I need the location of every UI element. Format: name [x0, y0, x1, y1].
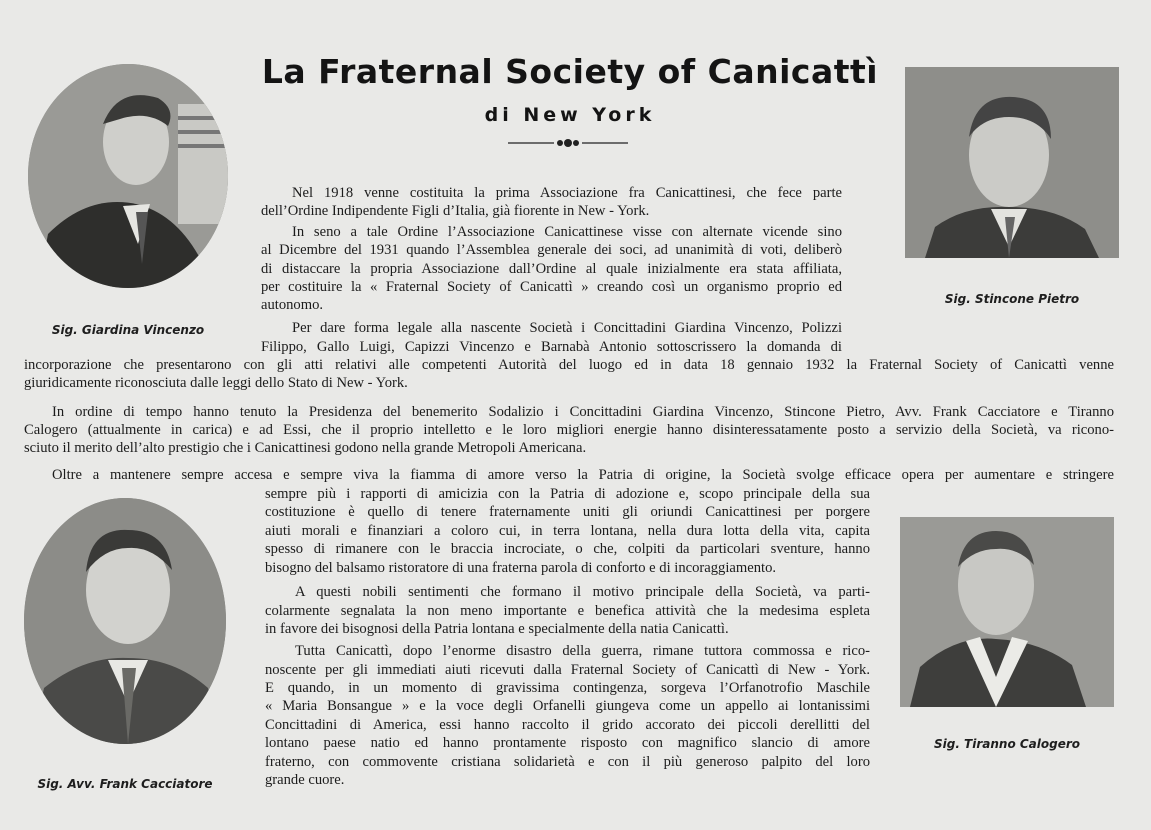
article-line: di distaccare la propria Associazione dall’Ordine al quale inizialmente era stata affiliata,	[261, 261, 842, 277]
article-line: Filippo, Gallo Luigi, Capizzi Vincenzo e Barnabà Antonio sottoscrissero la domanda di	[261, 339, 842, 355]
ornament-divider	[508, 136, 628, 150]
article-line: « Maria Bonsangue » e la voce degli Orfanelli giungeva come un appello ai lontanissimi	[265, 698, 870, 714]
article-line: spesso di rimanere con le braccia incrociate, o che, colpiti da particolari sventure, hanno	[265, 541, 870, 557]
article-line: Calogero (attualmente in carica) e ad Essi, che il proprio intelletto e le loro migliori energie hanno disinteressatamente posto a servizio della Società, va ricono-	[24, 422, 1114, 438]
article-line: Oltre a mantenere sempre accesa e sempre viva la fiamma di amore verso la Patria di origine, la Società svolge efficace opera per aumentare e stringere	[52, 467, 1114, 483]
article-line: Per dare forma legale alla nascente Società i Concittadini Giardina Vincenzo, Polizzi	[292, 320, 842, 336]
article-line: costituzione è quello di tenere fraternamente uniti gli oriundi Canicattinesi per porgere	[265, 504, 870, 520]
article-line: fraterno, con commovente cristiana solidarietà e con il più generoso palpito del loro	[265, 754, 870, 770]
article-line: A questi nobili sentimenti che formano il motivo principale della Società, va parti-	[295, 584, 870, 600]
caption-stincone-pietro: Sig. Stincone Pietro	[944, 292, 1080, 306]
article-line: sciuto il merito dell’alto prestigio che i Canicattinesi godono nella grande Metropoli Americana.	[24, 440, 587, 456]
article-line: dell’Ordine Indipendente Figli d’Italia, già fiorente in New - York.	[261, 203, 650, 219]
article-line: Tutta Canicattì, dopo l’enorme disastro della guerra, rimane tuttora commossa e rico-	[295, 643, 870, 659]
portrait-stincone-pietro	[905, 67, 1119, 258]
article-line: per costituire la « Fraternal Society of Canicattì » creando così un organismo proprio ed	[261, 279, 842, 295]
article-line: In ordine di tempo hanno tenuto la Presidenza del benemerito Sodalizio i Concittadini Giardina Vincenzo, Stincone Pietro, Avv. Frank Cacciatore e Tiranno	[52, 404, 1114, 420]
caption-frank-cacciatore: Sig. Avv. Frank Cacciatore	[37, 777, 213, 791]
portrait-frank-cacciatore	[24, 498, 226, 744]
portrait-giardina-vincenzo	[28, 64, 228, 288]
article-line: Concittadini di America, essi hanno raccolto il grido accorato dei piccoli derellitti del	[265, 717, 870, 733]
article-line: incorporazione che presentarono con gli atti relativi alle competenti Autorità del luogo ed in data 18 gennaio 1932 la Fraternal Society of Canicattì venne	[24, 357, 1114, 373]
article-line: In seno a tale Ordine l’Associazione Canicattinese visse con alternate vicende sino	[292, 224, 842, 240]
article-line: autonomo.	[261, 297, 324, 313]
article-line: al Dicembre del 1931 quando l’Assemblea generale dei soci, ad unanimità di voti, deliberò	[261, 242, 842, 258]
article-line: aiuti morali e finanziari a coloro cui, in terra lontana, nella dura lotta della vita, capita	[265, 523, 870, 539]
article-line: colarmente segnalata la non meno importante e benefica attività che la medesima espleta	[265, 603, 870, 619]
article-line: in favore dei bisognosi della Patria lontana e specialmente della natia Canicattì.	[265, 621, 729, 637]
article-line: sempre più i rapporti di amicizia con la Patria di adozione e, scopo principale della sua	[265, 486, 870, 502]
caption-tiranno-calogero: Sig. Tiranno Calogero	[933, 737, 1081, 751]
article-line: grande cuore.	[265, 772, 345, 788]
article-line: bisogno del balsamo ristoratore di una fraterna parola di conforto e di incoraggiamento.	[265, 560, 777, 576]
portrait-tiranno-calogero	[900, 517, 1114, 707]
article-line: giuridicamente riconosciuta dalle leggi dello Stato di New - York.	[24, 375, 408, 391]
article-line: lontano paese natio ed hanno prontamente risposto con magnifico slancio di amore	[265, 735, 870, 751]
article-line: noscente per gli immediati aiuti ricevuti dalla Fraternal Society of Canicattì di New - York.	[265, 662, 870, 678]
page-title: La Fraternal Society of Canicattì	[261, 52, 879, 91]
article-line: Nel 1918 venne costituita la prima Associazione fra Canicattinesi, che fece parte	[292, 185, 842, 201]
page-subtitle: di New York	[484, 104, 656, 126]
caption-giardina-vincenzo: Sig. Giardina Vincenzo	[51, 323, 205, 337]
article-line: E quando, in un momento di gravissima contingenza, sorgeva l’Orfanotrofio Maschile	[265, 680, 870, 696]
